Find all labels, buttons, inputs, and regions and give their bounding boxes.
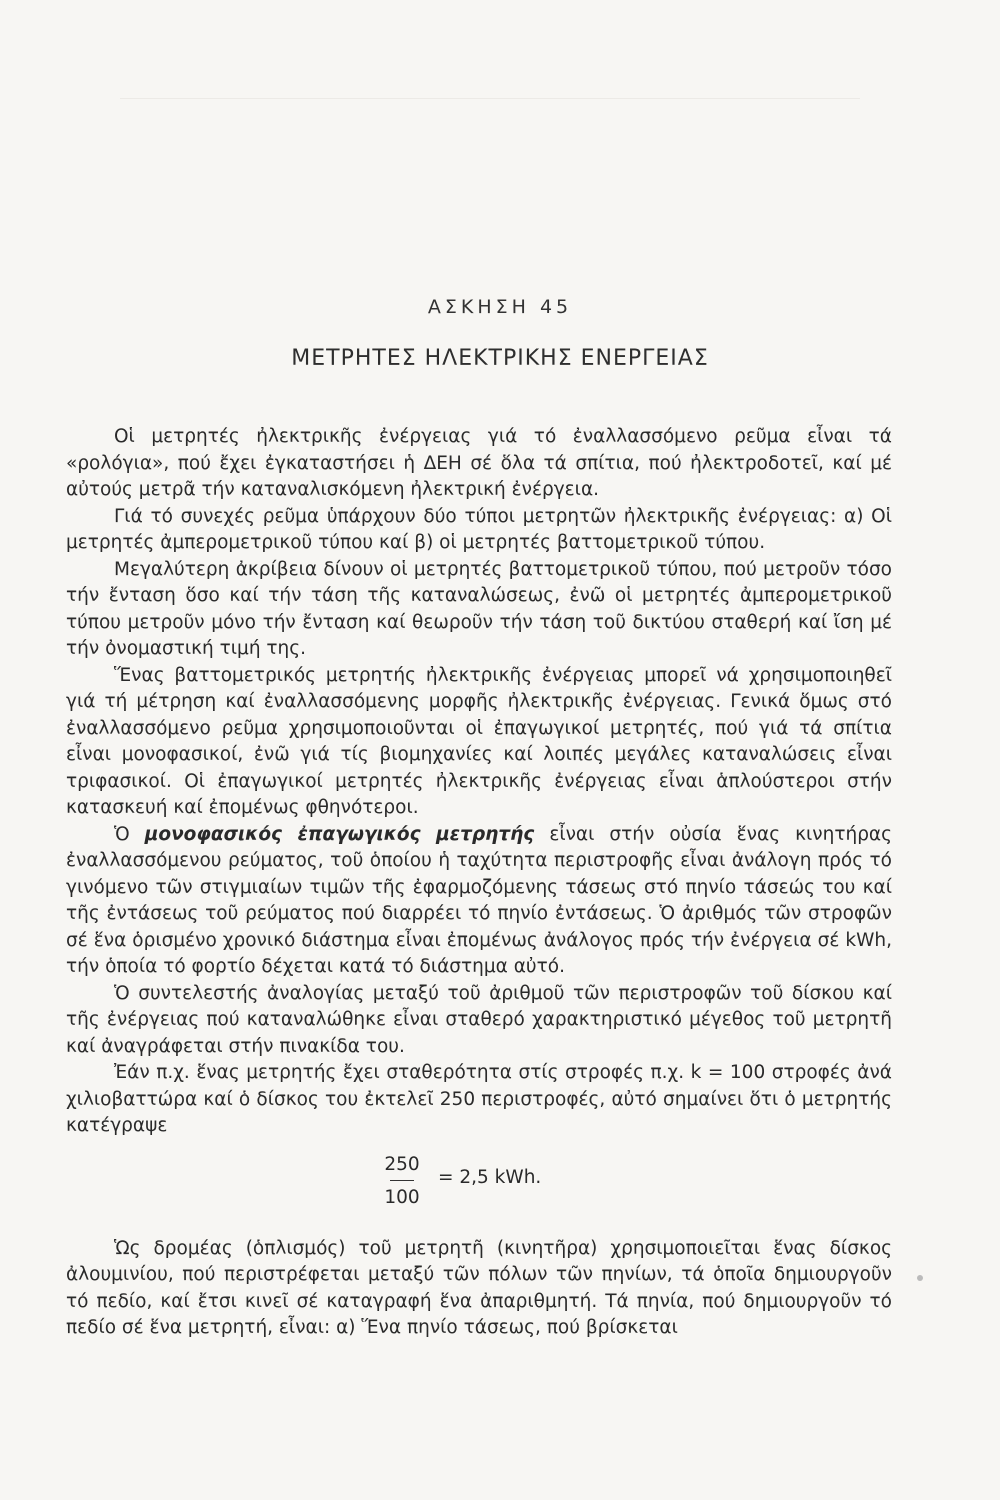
paragraph xyxy=(66,822,892,981)
fraction xyxy=(382,1152,422,1211)
formula xyxy=(66,1148,892,1230)
paragraph: Ἐάν π.χ. ἕνας μετρητής ἔχει σταθερότητα στίς στροφές π.χ. k = 100 στροφές ἀνά χιλιοβαττώρα καί ὁ δίσκος του ἐκτελεῖ 250 περιστροφές, αὐτό σημαίνει ὅτι ὁ μετρητής κατέγραψε xyxy=(66,1062,892,1136)
fraction-bar xyxy=(390,1180,414,1181)
emphasized-term: μονοφασικός ἐπαγωγικός μετρητής xyxy=(144,823,535,845)
paragraph: Ἕνας βαττομετρικός μετρητής ἠλεκτρικῆς ἐνέργειας μπορεῖ νά χρησιμοποιηθεῖ γιά τή μέτρηση καί ἐναλλασσόμενης μορφῆς ἠλεκτρικῆς ἐνέργειας. Γενικά ὅμως στό ἐναλλασσόμενο ρεῦμα χρησιμοποιοῦνται οἱ ἐπαγωγικοί μετρητές, πού γιά τά σπίτια εἶναι μονοφασικοί, ἐνῶ γιά τίς βιομηχανίες καί λοιπές μεγάλες καταναλώσεις εἶναι τριφασικοί. Οἱ ἐπαγωγικοί μετρητές ἠλεκτρικῆς ἐνέργειας εἶναι ἁπλούστεροι στήν κατασκευή καί ἐπομένως φθηνότεροι. xyxy=(66,664,892,818)
text-run: εἶναι στήν οὐσία ἕνας κινητήρας ἐναλλασσόμενου ρεύματος, τοῦ ὁποίου ἡ ταχύτητα περιστροφῆς εἶναι ἀνάλογη πρός τό γινόμενο τῶν στιγμιαίων τιμῶν τῆς ἐφαρμοζόμενης τάσεως στό πηνίο τάσεώς του καί τῆς ἐντάσεως τοῦ ρεύματος πού διαρρέει τό πηνίο ἐντάσεως. Ὁ ἀριθμός τῶν στροφῶν σέ ἕνα ὁρισμένο χρονικό διάστημα εἶναι ἐπομένως ἀνάλογος πρός τήν ἐνέργεια σέ kWh, τήν ὁποία τό φορτίο δέχεται κατά τό διάστημα αὐτό. xyxy=(66,823,892,977)
page-title: ΜΕΤΡΗΤΕΣ ΗΛΕΚΤΡΙΚΗΣ ΕΝΕΡΓΕΙΑΣ xyxy=(291,346,709,371)
bleed-through-header xyxy=(120,58,860,99)
text-run: Ὁ xyxy=(114,823,145,845)
exercise-number: ΑΣΚΗΣΗ 45 xyxy=(427,296,573,318)
body-text xyxy=(66,424,892,1342)
paragraph: Ὁ συντελεστής ἀναλογίας μεταξύ τοῦ ἀριθμοῦ τῶν περιστροφῶν τοῦ δίσκου καί τῆς ἐνέργειας πού καταναλώθηκε εἶναι σταθερό χαρακτηριστικό μέγεθος τοῦ μετρητῆ καί ἀναγράφεται στήν πινακίδα του. xyxy=(66,982,892,1057)
paragraph: Γιά τό συνεχές ρεῦμα ὑπάρχουν δύο τύποι μετρητῶν ἠλεκτρικῆς ἐνέργειας: α) Οἱ μετρητές ἀμπερομετρικοῦ τύπου καί β) οἱ μετρητές βαττομετρικοῦ τύπου. xyxy=(66,505,892,553)
numerator: 250 xyxy=(384,1153,420,1175)
paragraph: Μεγαλύτερη ἀκρίβεια δίνουν οἱ μετρητές βαττομετρικοῦ τύπου, πού μετροῦν τόσο τήν ἔνταση ὅσο καί τήν τάση τῆς καταναλώσεως, ἐνῶ οἱ μετρητές ἀμπερομετρικοῦ τύπου μετροῦν μόνο τήν ἔνταση καί θεωροῦν τήν τάση τοῦ δικτύου σταθερή καί ἴση μέ τήν ὀνομαστική τιμή της. xyxy=(66,558,892,659)
formula-result: = 2,5 kWh. xyxy=(438,1166,542,1188)
paragraph: Οἱ μετρητές ἠλεκτρικῆς ἐνέργειας γιά τό ἐναλλασσόμενο ρεῦμα εἶναι τά «ρολόγια», πού ἔχει ἐγκαταστήσει ἡ ΔΕΗ σέ ὅλα τά σπίτια, πού ἠλεκτροδοτεῖ, καί μέ αὐτούς μετρᾶ τήν καταναλισκόμενη ἠλεκτρική ἐνέργεια. xyxy=(66,426,892,500)
paragraph: Ὡς δρομέας (ὁπλισμός) τοῦ μετρητῆ (κινητῆρα) χρησιμοποιεῖται ἕνας δίσκος ἀλουμινίου, πού περιστρέφεται μεταξύ τῶν πόλων τῶν πηνίων, τά ὁποῖα δημιουργοῦν τό πεδίο, καί ἔτσι κινεῖ σέ καταγραφή ἕνα ἀπαριθμητή. Τά πηνία, πού δημιουργοῦν τό πεδίο σέ ἕνα μετρητή, εἶναι: α) Ἕνα πηνίο τάσεως, πού βρίσκεται xyxy=(66,1237,892,1338)
scan-artifact xyxy=(917,1275,923,1281)
denominator: 100 xyxy=(384,1186,420,1208)
